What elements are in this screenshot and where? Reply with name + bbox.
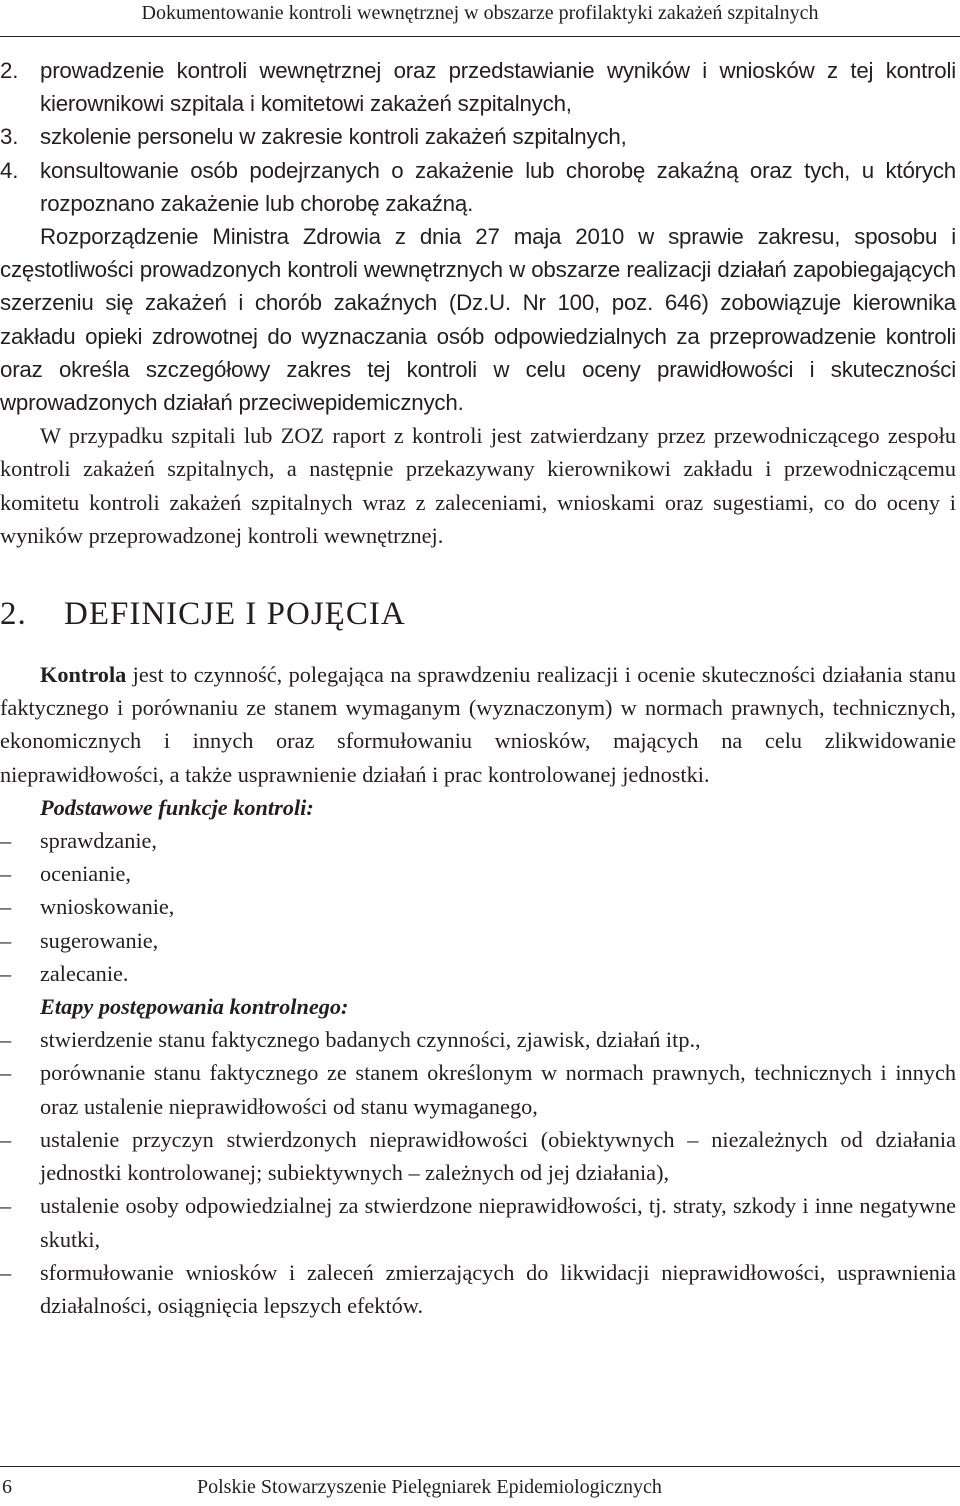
running-title: Dokumentowanie kontroli wewnętrznej w obszarze profilaktyki zakażeń szpitalnych bbox=[141, 2, 819, 24]
list-item-text: wnioskowanie, bbox=[40, 894, 175, 920]
list-item bbox=[0, 957, 956, 990]
footer-rule bbox=[0, 1466, 960, 1467]
list-item-text: ocenianie, bbox=[40, 861, 131, 887]
section-heading bbox=[0, 592, 956, 636]
list-item-number: 3. bbox=[0, 124, 19, 150]
dash-marker: – bbox=[0, 1259, 12, 1285]
paragraph-regulation: Rozporządzenie Ministra Zdrowia z dnia 27 maja 2010 w sprawie zakresu, sposobu i częstotliwości prowadzonych kontroli wewnętrznych w obszarze realizacji działań zapobiegających szerzeniu się zakażeń i chorób zakaźnych (Dz.U. Nr 100, poz. 646) zobowiązuje kierownika zakładu opieki zdrowotnej do wyznaczania osób odpowiedzialnych za przeprowadzenie kontroli oraz określa szczegółowy zakres tej kontroli w celu oceny prawidłowości i skuteczności wprowadzonych działań przeciwepidemicznych. bbox=[0, 224, 956, 416]
section-number: 2. bbox=[0, 596, 27, 633]
running-header bbox=[0, 0, 960, 34]
stages-list bbox=[0, 1023, 956, 1322]
list-item bbox=[0, 54, 956, 120]
list-item-text: sugerowanie, bbox=[40, 927, 159, 953]
dash-marker: – bbox=[0, 828, 12, 854]
stages-heading: Etapy postępowania kontrolnego: bbox=[40, 994, 349, 1020]
dash-marker: – bbox=[0, 1027, 12, 1053]
list-item-number: 4. bbox=[0, 157, 19, 183]
header-rule bbox=[0, 36, 960, 37]
list-item bbox=[0, 1256, 956, 1322]
section-title: DEFINICJE I POJĘCIA bbox=[64, 596, 406, 633]
list-item bbox=[0, 890, 956, 923]
list-item-number: 2. bbox=[0, 58, 19, 83]
list-item-text: zalecanie. bbox=[40, 960, 129, 986]
page-footer bbox=[0, 1474, 960, 1502]
dash-marker: – bbox=[0, 1060, 12, 1086]
numbered-list bbox=[0, 54, 956, 220]
list-item-text: prowadzenie kontroli wewnętrznej oraz przedstawianie wyników i wniosków z tej kontroli kierownikowi szpitala i komitetowi zakażeń szpitalnych, bbox=[40, 58, 956, 117]
list-item bbox=[0, 1123, 956, 1189]
list-item-text: konsultowanie osób podejrzanych o zakażenie lub chorobę zakaźną oraz tych, u których rozpoznano zakażenie lub chorobę zakaźną. bbox=[40, 157, 956, 216]
definition-paragraph bbox=[0, 658, 956, 791]
dash-marker: – bbox=[0, 861, 12, 887]
list-item-text: ustalenie osoby odpowiedzialnej za stwierdzone nieprawidłowości, tj. straty, szkody i inne negatywne skutki, bbox=[40, 1193, 956, 1252]
page-body bbox=[0, 54, 956, 1322]
list-item bbox=[0, 1023, 956, 1056]
definition-term: Kontrola bbox=[40, 662, 127, 688]
list-item-text: ustalenie przyczyn stwierdzonych nieprawidłowości (obiektywnych – niezależnych od działania jednostki kontrolowanej; subiektywnych – zależnych od jej działania), bbox=[40, 1126, 956, 1186]
list-item bbox=[0, 1189, 956, 1255]
functions-heading: Podstawowe funkcje kontroli: bbox=[40, 794, 314, 820]
list-item-text: sprawdzanie, bbox=[40, 828, 158, 854]
list-item bbox=[0, 924, 956, 957]
list-item-text: stwierdzenie stanu faktycznego badanych czynności, zjawisk, działań itp., bbox=[40, 1027, 701, 1053]
dash-marker: – bbox=[0, 960, 12, 986]
page-number: 6 bbox=[2, 1476, 12, 1498]
list-item bbox=[0, 824, 956, 857]
list-item bbox=[0, 1056, 956, 1122]
paragraph-report: W przypadku szpitali lub ZOZ raport z kontroli jest zatwierdzany przez przewodniczącego zespołu kontroli zakażeń szpitalnych, a następnie przekazywany kierownikowi zakładu i przewodniczącemu komitetu kontroli zakażeń szpitalnych wraz z zaleceniami, wnioskami oraz sugestiami, co do oceny i wyników przeprowadzonej kontroli wewnętrznej. bbox=[0, 423, 956, 548]
functions-list bbox=[0, 824, 956, 990]
dash-marker: – bbox=[0, 1193, 12, 1219]
list-item bbox=[0, 857, 956, 890]
list-item bbox=[0, 154, 956, 220]
dash-marker: – bbox=[0, 1126, 12, 1152]
list-item-text: sformułowanie wniosków i zaleceń zmierzających do likwidacji nieprawidłowości, usprawnienia działalności, osiągnięcia lepszych efektów. bbox=[40, 1259, 956, 1318]
list-item-text: porównanie stanu faktycznego ze stanem określonym w normach prawnych, technicznych i innych oraz ustalenie nieprawidłowości od stanu wymaganego, bbox=[40, 1060, 956, 1119]
footer-publisher: Polskie Stowarzyszenie Pielęgniarek Epidemiologicznych bbox=[197, 1476, 662, 1498]
dash-marker: – bbox=[0, 927, 12, 953]
definition-text: jest to czynność, polegająca na sprawdzeniu realizacji i ocenie skuteczności działania stanu faktycznego i porównaniu ze stanem wymaganym (wyznaczonym) w normach prawnych, technicznych, ekonomicznych i innych oraz sformułowaniu wniosków, mających na celu zlikwidowanie nieprawidłowości, a także usprawnienie działań i prac kontrolowanej jednostki. bbox=[0, 662, 956, 787]
dash-marker: – bbox=[0, 894, 12, 920]
list-item-text: szkolenie personelu w zakresie kontroli zakażeń szpitalnych, bbox=[40, 124, 627, 150]
list-item bbox=[0, 120, 956, 153]
